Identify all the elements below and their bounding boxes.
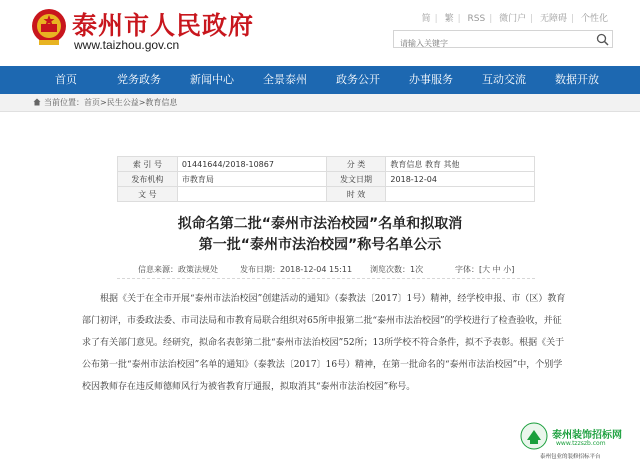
- article-title-line2: 第一批“泰州市法治校园”称号名单公示: [198, 237, 442, 253]
- index-value: 01441644/2018-10867: [177, 157, 326, 172]
- breadcrumb-education[interactable]: 教育信息: [145, 98, 178, 107]
- font-size-control[interactable]: 字体：[大 中 小]: [455, 265, 515, 274]
- breadcrumb-separator: >: [138, 98, 146, 107]
- site-url: www.taizhou.gov.cn: [74, 38, 180, 52]
- nav-gov-disclosure[interactable]: 政务公开: [336, 73, 380, 86]
- article-source: 信息来源：政策法规处: [138, 265, 218, 274]
- watermark: [520, 422, 638, 462]
- org-value: 市教育局: [177, 172, 326, 187]
- org-label: 发布机构: [118, 172, 178, 187]
- doc-no-value: [177, 187, 326, 202]
- index-label: 索 引 号: [118, 157, 178, 172]
- article-views: 浏览次数：1次: [370, 265, 424, 274]
- document-info-table: [117, 156, 535, 202]
- nav-panorama[interactable]: 全景泰州: [263, 73, 307, 86]
- accessibility-link[interactable]: 无障碍: [540, 14, 568, 24]
- traditional-link[interactable]: 繁: [444, 14, 454, 24]
- breadcrumb-label: 当前位置：: [44, 98, 84, 107]
- site-header: [0, 0, 640, 64]
- breadcrumb-home[interactable]: 首页: [84, 98, 100, 107]
- nav-party-affairs[interactable]: 党务政务: [117, 73, 161, 86]
- date-label: 发文日期: [326, 172, 386, 187]
- top-links: 简 | 繁 | RSS | 微门户 | 无障碍 | 个性化: [421, 14, 608, 24]
- nav-services[interactable]: 办事服务: [409, 73, 453, 86]
- category-label: 分 类: [326, 157, 386, 172]
- doc-no-label: 文 号: [118, 187, 178, 202]
- national-emblem-icon: [30, 7, 68, 49]
- search-box: [393, 30, 613, 48]
- breadcrumb: [33, 97, 177, 108]
- breadcrumb-separator: >: [100, 98, 107, 107]
- validity-value: [386, 187, 535, 202]
- personalize-link[interactable]: 个性化: [580, 14, 608, 24]
- main-nav: [0, 66, 640, 94]
- watermark-url: www.tzzszb.com: [556, 440, 606, 447]
- category-value: 教育信息 教育 其他: [386, 157, 535, 172]
- simplified-link[interactable]: 简: [421, 14, 431, 24]
- article-publish-date: 发布日期：2018-12-04 15:11: [240, 265, 353, 274]
- watermark-title: 泰州装饰招标网: [552, 430, 622, 441]
- watermark-logo-icon: [520, 422, 548, 450]
- divider: [117, 278, 535, 279]
- rss-link[interactable]: RSS: [467, 14, 486, 24]
- nav-home[interactable]: 首页: [55, 73, 77, 86]
- article-body: 根据《关于在全市开展“泰州市法治校园”创建活动的通知》（泰教法〔2017〕1号）精神，经学校申报、市（区）教育部门初评，市委政法委、市司法局和市教育局联合组织对65所申报第二批“泰州市法治校园”的学校进行了检查验收，并征求了有关部门意见。经研究，拟命名表彰第二批“泰州市法治校园”52所；13所学校不符合条件，拟不予表彰。根据《关于公布第一批“泰州市法治校园”名单的通知》（泰教法〔2017〕16号）精神，在第一批命名的“泰州市法治校园”中，个别学校因教师存在违反师德师风行为被省教育厅通报，拟取消其“泰州市法治校园”称号。: [82, 294, 566, 392]
- validity-label: 时 效: [326, 187, 386, 202]
- search-icon[interactable]: [596, 33, 609, 46]
- nav-open-data[interactable]: 数据开放: [555, 73, 599, 86]
- nav-news-center[interactable]: 新闻中心: [190, 73, 234, 86]
- article-title-line1: 拟命名第二批“泰州市法治校园”名单和拟取消: [177, 216, 463, 232]
- nav-interaction[interactable]: 互动交流: [482, 73, 526, 86]
- date-value: 2018-12-04: [386, 172, 535, 187]
- breadcrumb-bar: [0, 94, 640, 112]
- site-name[interactable]: 泰州市人民政府: [72, 11, 255, 40]
- home-icon: [33, 98, 41, 106]
- watermark-subtitle: 泰州包业的装修招标平台: [540, 454, 601, 460]
- search-input[interactable]: [394, 36, 584, 52]
- breadcrumb-livelihood[interactable]: 民生公益: [106, 98, 139, 107]
- micro-portal-link[interactable]: 微门户: [499, 14, 527, 24]
